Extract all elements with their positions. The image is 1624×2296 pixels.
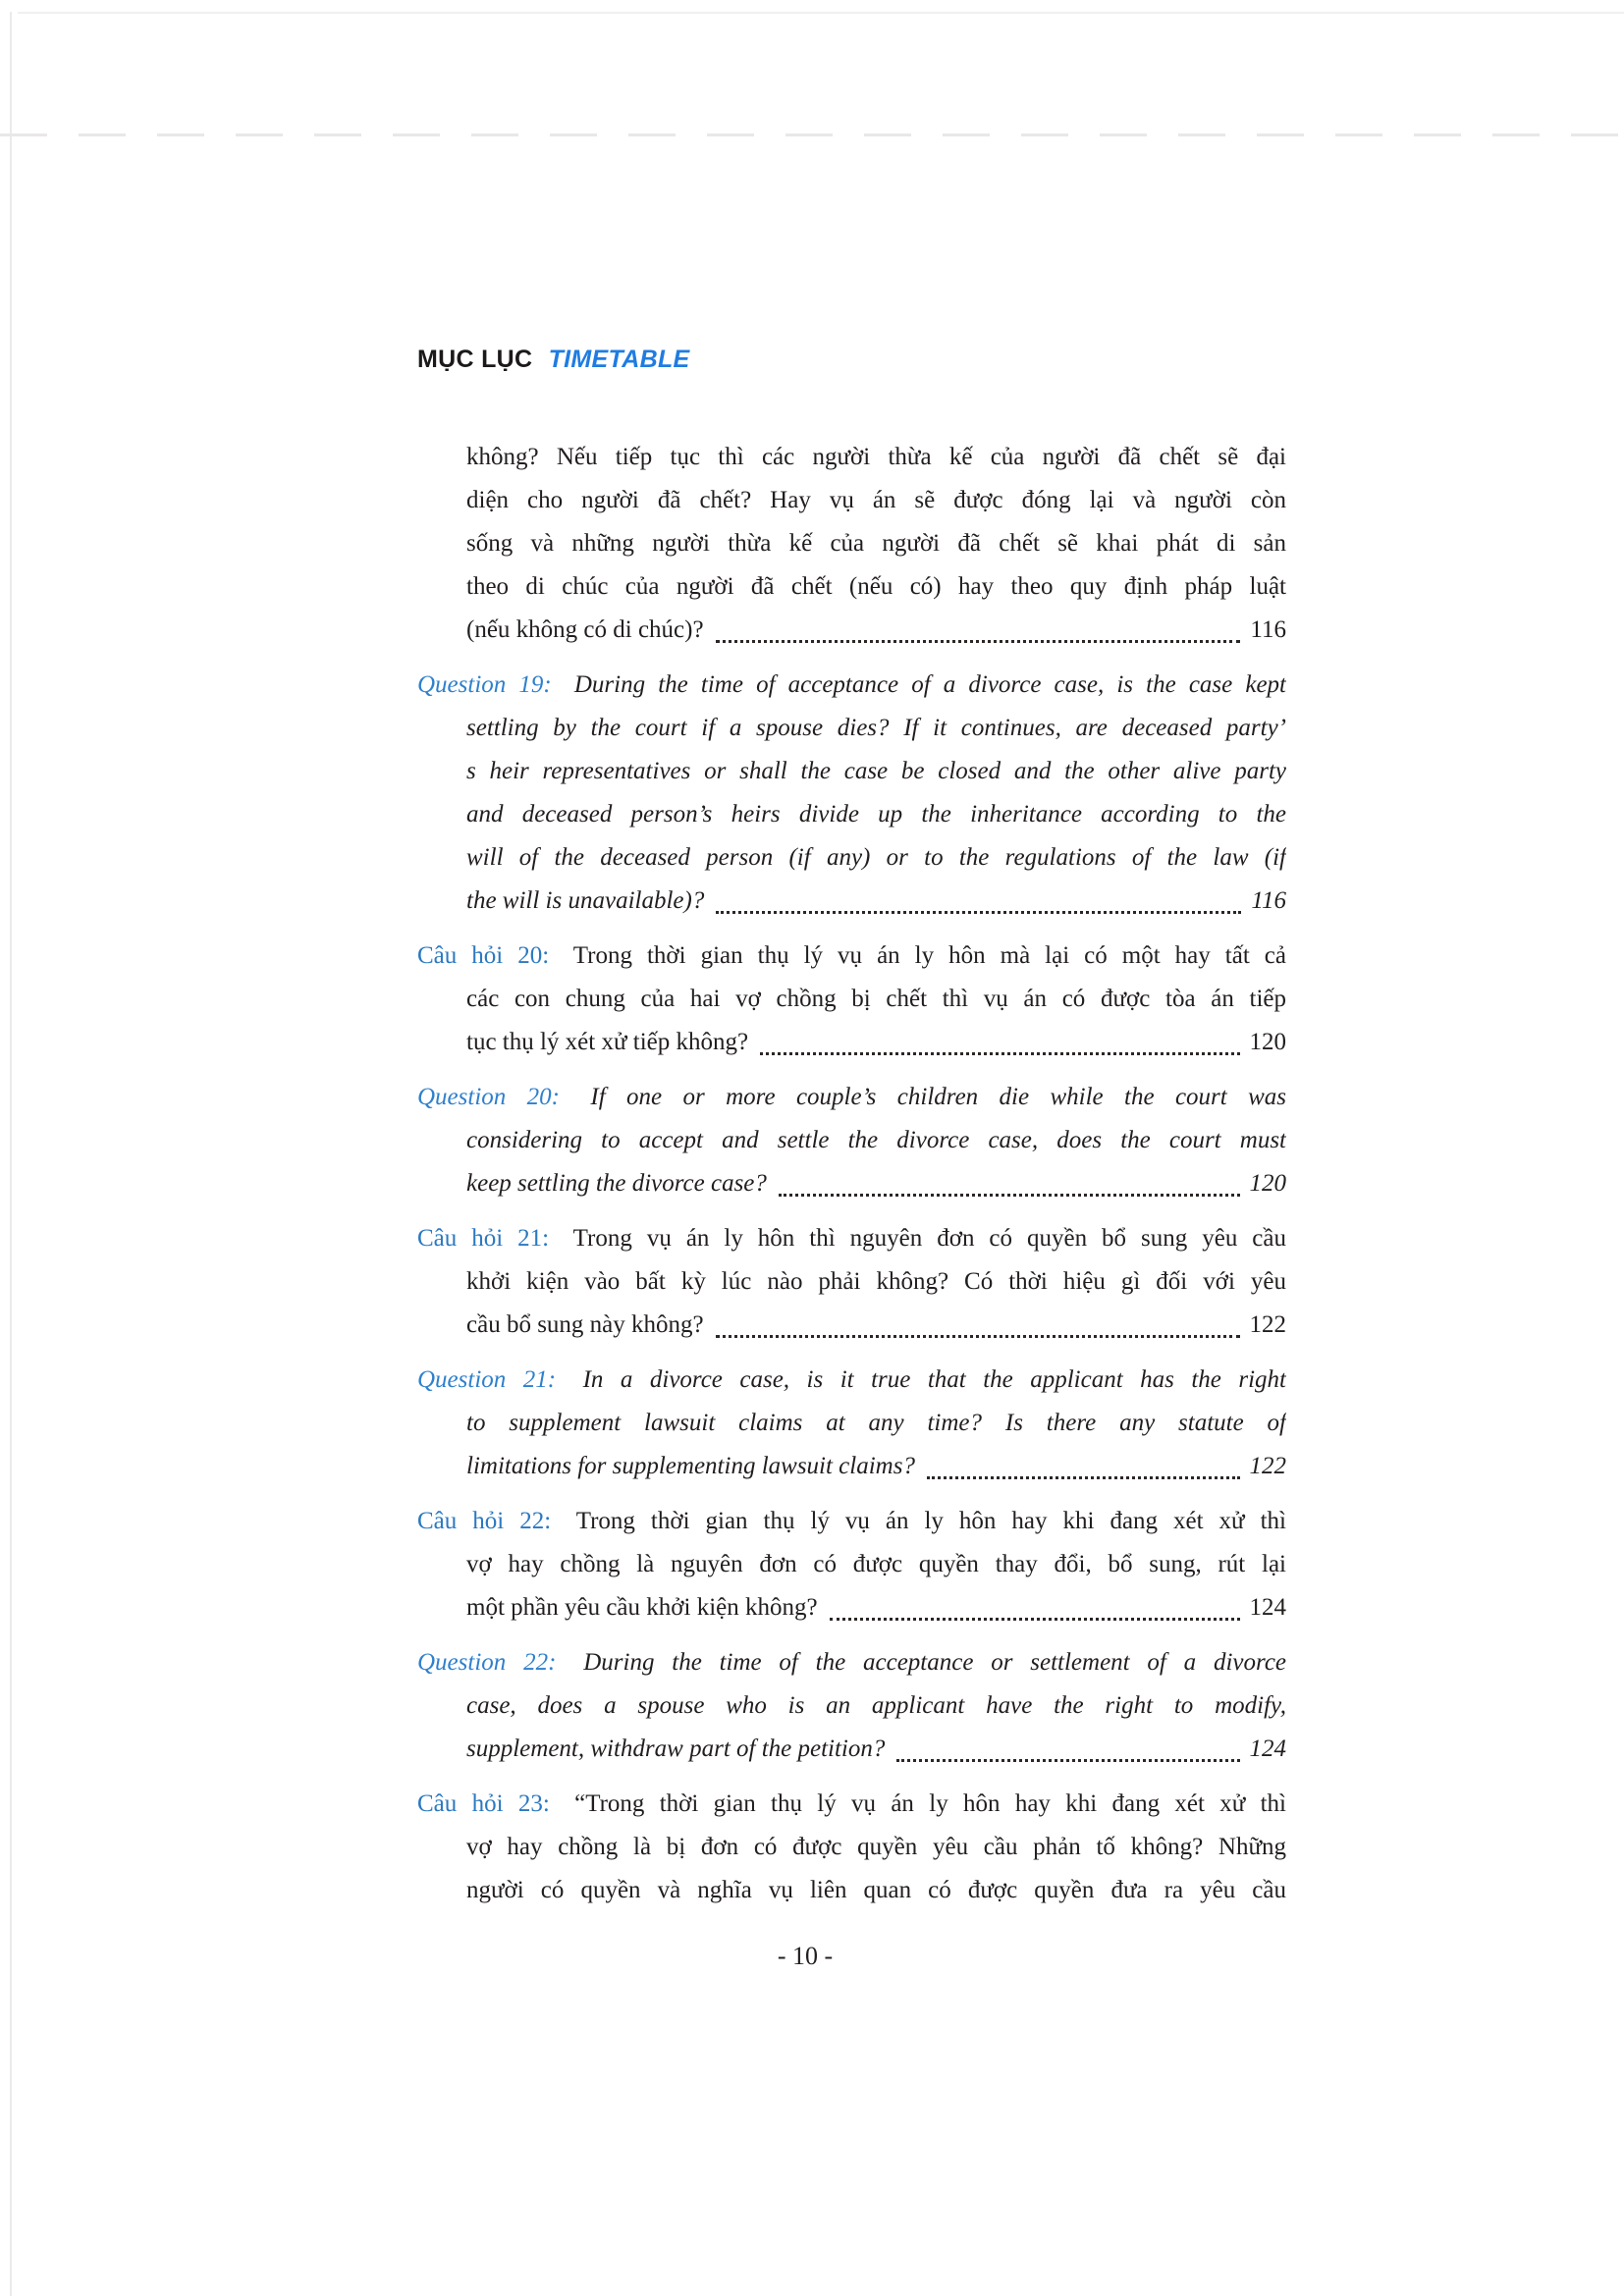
toc-line-text: supplement, withdraw part of the petition? <box>466 1735 886 1762</box>
dot-leader <box>716 640 1241 643</box>
toc-line <box>417 1728 1286 1771</box>
toc-line-text: the will is unavailable)? <box>466 887 705 914</box>
toc-line: and deceased person’s heirs divide up the inheritance according to the <box>466 801 1286 828</box>
toc-line-text: Trong thời gian thụ lý vụ án ly hôn mà lại có một hay tất cả <box>572 942 1286 969</box>
toc-line <box>417 1304 1286 1347</box>
toc-line: will of the deceased person (if any) or to the regulations of the law (if <box>466 844 1286 871</box>
toc-line: case, does a spouse who is an applicant have the right to modify, <box>466 1692 1286 1719</box>
scan-fold-dashed-line <box>0 133 1624 136</box>
toc-line-text: (nếu không có di chúc)? <box>466 616 704 643</box>
toc-line-text: If one or more couple’s children die while the court was <box>590 1084 1286 1110</box>
toc-entry <box>417 1783 1286 1912</box>
toc-line: không? Nếu tiếp tục thì các người thừa kế của người đã chết sẽ đại <box>466 444 1286 470</box>
page-ref: 120 <box>1249 1029 1286 1055</box>
page-ref: 120 <box>1249 1170 1286 1197</box>
toc-line: vợ hay chồng là bị đơn có được quyền yêu cầu phản tố không? Những <box>466 1834 1286 1860</box>
toc-line: sống và những người thừa kế của người đã chết sẽ khai phát di sản <box>466 530 1286 557</box>
header-title-vietnamese: MỤC LỤC <box>417 346 533 373</box>
scan-top-edge-line <box>18 12 1624 14</box>
toc-line-text: Trong vụ án ly hôn thì nguyên đơn có quyền bổ sung yêu cầu <box>572 1225 1286 1252</box>
dot-leader <box>716 1335 1240 1338</box>
toc-line <box>417 1076 1286 1119</box>
toc-line-text: một phần yêu cầu khởi kiện không? <box>466 1594 818 1621</box>
toc-line <box>417 1445 1286 1488</box>
page-number-footer: - 10 - <box>777 1942 834 1970</box>
toc-line: các con chung của hai vợ chồng bị chết thì vụ án có được tòa án tiếp <box>466 986 1286 1012</box>
toc-line: vợ hay chồng là nguyên đơn có được quyền thay đổi, bổ sung, rút lại <box>466 1551 1286 1577</box>
toc-line-text: During the time of acceptance of a divorce case, is the case kept <box>573 671 1286 698</box>
toc-line-text: In a divorce case, is it true that the applicant has the right <box>582 1366 1286 1393</box>
toc-line-text: During the time of the acceptance or settlement of a divorce <box>583 1649 1286 1676</box>
page-ref: 122 <box>1249 1453 1286 1479</box>
entry-label: Câu hỏi 22: <box>417 1508 552 1534</box>
toc-line: settling by the court if a spouse dies? If it continues, are deceased party’ <box>466 715 1286 741</box>
toc-entry <box>417 1641 1286 1771</box>
dot-leader <box>716 911 1241 914</box>
toc-line <box>417 1162 1286 1205</box>
toc-line <box>417 880 1286 923</box>
toc-line <box>417 1641 1286 1684</box>
toc-line-text: keep settling the divorce case? <box>466 1170 767 1197</box>
toc-line <box>417 1783 1286 1826</box>
entry-label: Câu hỏi 21: <box>417 1225 550 1252</box>
entry-label: Câu hỏi 23: <box>417 1790 550 1817</box>
toc-line <box>417 934 1286 978</box>
toc-line: to supplement lawsuit claims at any time? Is there any statute of <box>466 1410 1286 1436</box>
page-ref: 122 <box>1249 1311 1286 1338</box>
page-ref: 116 <box>1250 616 1286 643</box>
page-ref: 124 <box>1249 1594 1286 1621</box>
toc-line: diện cho người đã chết? Hay vụ án sẽ được đóng lại và người còn <box>466 487 1286 513</box>
table-of-contents <box>417 436 1286 1924</box>
toc-line-text: “Trong thời gian thụ lý vụ án ly hôn hay khi đang xét xử thì <box>574 1790 1286 1817</box>
dot-leader <box>927 1476 1240 1479</box>
toc-line <box>417 1217 1286 1260</box>
entry-label: Question 20: <box>417 1084 560 1110</box>
page-ref: 116 <box>1251 887 1286 914</box>
toc-entry <box>417 664 1286 923</box>
toc-line: người có quyền và nghĩa vụ liên quan có được quyền đưa ra yêu cầu <box>466 1877 1286 1903</box>
toc-line: theo di chúc của người đã chết (nếu có) hay theo quy định pháp luật <box>466 573 1286 600</box>
toc-entry <box>417 1217 1286 1347</box>
toc-line <box>417 609 1286 652</box>
toc-entry <box>417 1076 1286 1205</box>
entry-label: Câu hỏi 20: <box>417 942 550 969</box>
toc-entry <box>417 1359 1286 1488</box>
entry-label: Question 19: <box>417 671 552 698</box>
entry-label: Question 22: <box>417 1649 557 1676</box>
toc-line <box>417 1500 1286 1543</box>
dot-leader <box>760 1052 1239 1055</box>
toc-line <box>417 1586 1286 1629</box>
toc-line <box>417 1021 1286 1064</box>
toc-entry <box>417 436 1286 652</box>
toc-line-text: Trong thời gian thụ lý vụ án ly hôn hay khi đang xét xử thì <box>575 1508 1286 1534</box>
dot-leader <box>779 1194 1240 1197</box>
toc-line-text: limitations for supplementing lawsuit claims? <box>466 1453 915 1479</box>
toc-entry <box>417 1500 1286 1629</box>
entry-label: Question 21: <box>417 1366 557 1393</box>
toc-line: khởi kiện vào bất kỳ lúc nào phải không? Có thời hiệu gì đối với yêu <box>466 1268 1286 1295</box>
toc-line-text: tục thụ lý xét xử tiếp không? <box>466 1029 749 1055</box>
toc-line <box>417 1359 1286 1402</box>
toc-entry <box>417 934 1286 1064</box>
header-title-english: TIMETABLE <box>548 346 690 373</box>
page-header <box>417 346 690 374</box>
dot-leader <box>830 1618 1240 1621</box>
toc-line <box>417 664 1286 707</box>
page-ref: 124 <box>1249 1735 1286 1762</box>
scan-left-edge-line <box>10 12 12 2296</box>
toc-line: considering to accept and settle the divorce case, does the court must <box>466 1127 1286 1153</box>
dot-leader <box>896 1759 1239 1762</box>
toc-line-text: cầu bổ sung này không? <box>466 1311 704 1338</box>
toc-line: s heir representatives or shall the case be closed and the other alive party <box>466 758 1286 784</box>
